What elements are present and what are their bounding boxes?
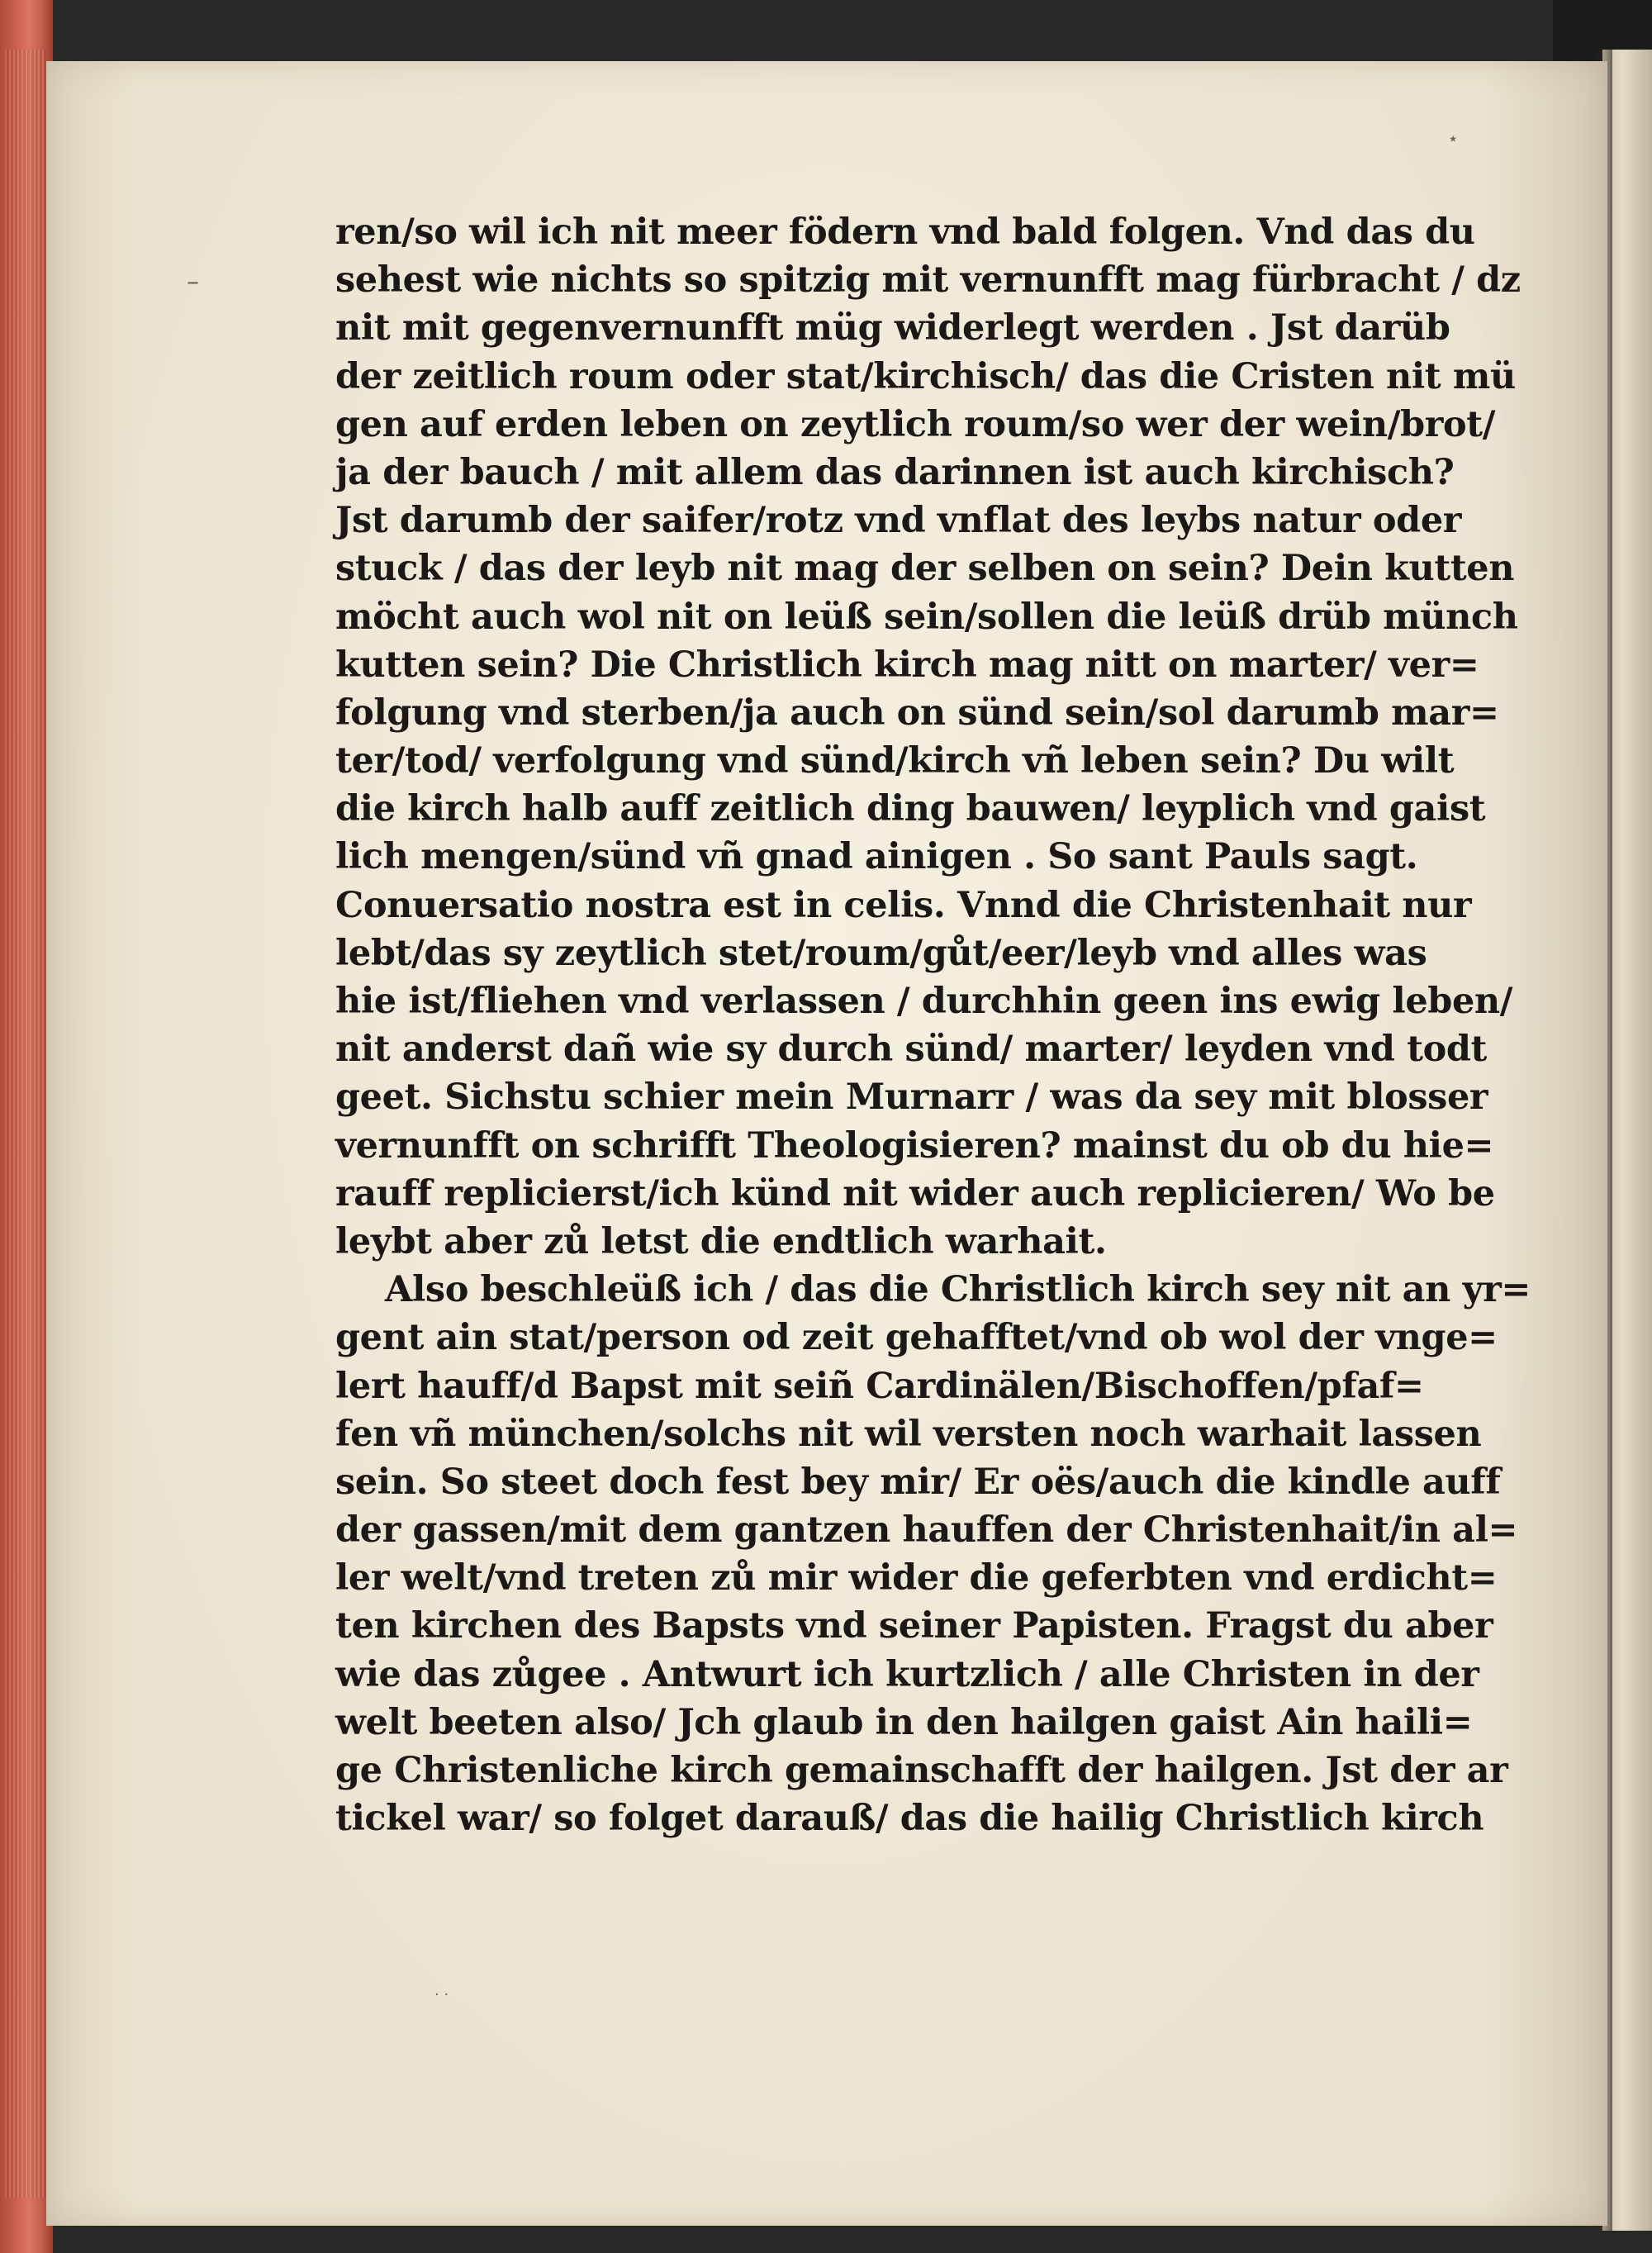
text-line: Conuersatio nostra est in celis. Vnnd die Christenhait nur — [335, 884, 1472, 926]
text-line: fen vñ münchen/solchs nit wil versten noch warhait lassen — [335, 1413, 1482, 1455]
text-line: die kirch halb auff zeitlich ding bauwen/ leyplich vnd gaist — [335, 788, 1486, 830]
text-line: leybt aber zů letst die endtlich warhait. — [335, 1220, 1107, 1262]
text-line: lebt/das sy zeytlich stet/roum/gůt/eer/leyb vnd alles was — [335, 932, 1427, 974]
text-line: möcht auch wol nit on leüß sein/sollen die leüß drüb münch — [335, 596, 1518, 638]
paper-sheet — [46, 61, 1607, 2226]
text-line: ge Christenliche kirch gemainschafft der hailgen. Jst der ar — [335, 1750, 1508, 1791]
text-line: lich mengen/sünd vñ gnad ainigen . So sant Pauls sagt. — [335, 836, 1418, 878]
text-line: tickel war/ so folget darauß/ das die hailig Christlich kirch — [335, 1798, 1484, 1840]
text-line: Jst darumb der saifer/rotz vnd vnflat des leybs natur oder — [335, 500, 1462, 542]
page-edge-texture — [5, 50, 46, 2198]
margin-mark-icon: – — [187, 268, 199, 297]
page-edge-left — [0, 0, 53, 2253]
body-text — [335, 208, 1550, 1842]
corner-mark-icon: ⋆ — [1447, 129, 1459, 150]
text-line: vernunfft on schrifft Theologisieren? mainst du ob du hie= — [335, 1124, 1494, 1167]
text-line: lert hauff/d Bapst mit seiñ Cardinälen/Bischoffen/pfaf= — [335, 1365, 1424, 1407]
text-line: rauff replicierst/ich künd nit wider auch replicieren/ Wo be — [335, 1172, 1495, 1214]
text-line: folgung vnd sterben/ja auch on sünd sein/sol darumb mar= — [335, 692, 1499, 734]
text-line: gen auf erden leben on zeytlich roum/so wer der wein/brot/ — [335, 403, 1496, 445]
text-line: nit anderst dañ wie sy durch sünd/ marter/ leyden vnd todt — [335, 1029, 1488, 1071]
speckle-icon: · · — [434, 1986, 449, 2003]
text-line: welt beeten also/ Jch glaub in den hailgen gaist Ain haili= — [335, 1701, 1473, 1743]
text-line: ter/tod/ verfolgung vnd sünd/kirch vñ leben sein? Du wilt — [335, 740, 1455, 782]
text-line: stuck / das der leyb nit mag der selben on sein? Dein kutten — [335, 548, 1515, 590]
text-line: ren/so wil ich nit meer födern vnd bald folgen. Vnd das du — [335, 212, 1475, 253]
text-line: geet. Sichstu schier mein Murnarr / was da sey mit blosser — [335, 1077, 1488, 1119]
text-line: der zeitlich roum oder stat/kirchisch/ das die Cristen nit mü — [335, 355, 1516, 397]
text-line: der gassen/mit dem gantzen hauffen der Christenhait/in al= — [335, 1509, 1518, 1552]
text-line: sein. So steet doch fest bey mir/ Er oës/auch die kindle auff — [335, 1461, 1501, 1503]
text-line: sehest wie nichts so spitzig mit vernunfft mag fürbracht / dz — [335, 259, 1521, 302]
text-line: kutten sein? Die Christlich kirch mag nitt on marter/ ver= — [335, 644, 1479, 686]
text-line: ler welt/vnd treten zů mir wider die geferbten vnd erdicht= — [335, 1557, 1498, 1599]
text-line: gent ain stat/person od zeit gehafftet/vnd ob wol der vnge= — [335, 1317, 1498, 1359]
text-line: hie ist/fliehen vnd verlassen / durchhin geen ins ewig leben/ — [335, 981, 1513, 1022]
paragraph-start-line: Also beschleüß ich / das die Christlich kirch sey nit an yr= — [385, 1269, 1531, 1311]
text-line: nit mit gegenvernunfft müg widerlegt werden . Jst darüb — [335, 307, 1450, 349]
text-line: ja der bauch / mit allem das darinnen ist auch kirchisch? — [335, 451, 1455, 493]
text-line: ten kirchen des Bapsts vnd seiner Papisten. Fragst du aber — [335, 1605, 1493, 1647]
text-line: wie das zůgee . Antwurt ich kurtzlich / alle Christen in der — [335, 1653, 1479, 1695]
